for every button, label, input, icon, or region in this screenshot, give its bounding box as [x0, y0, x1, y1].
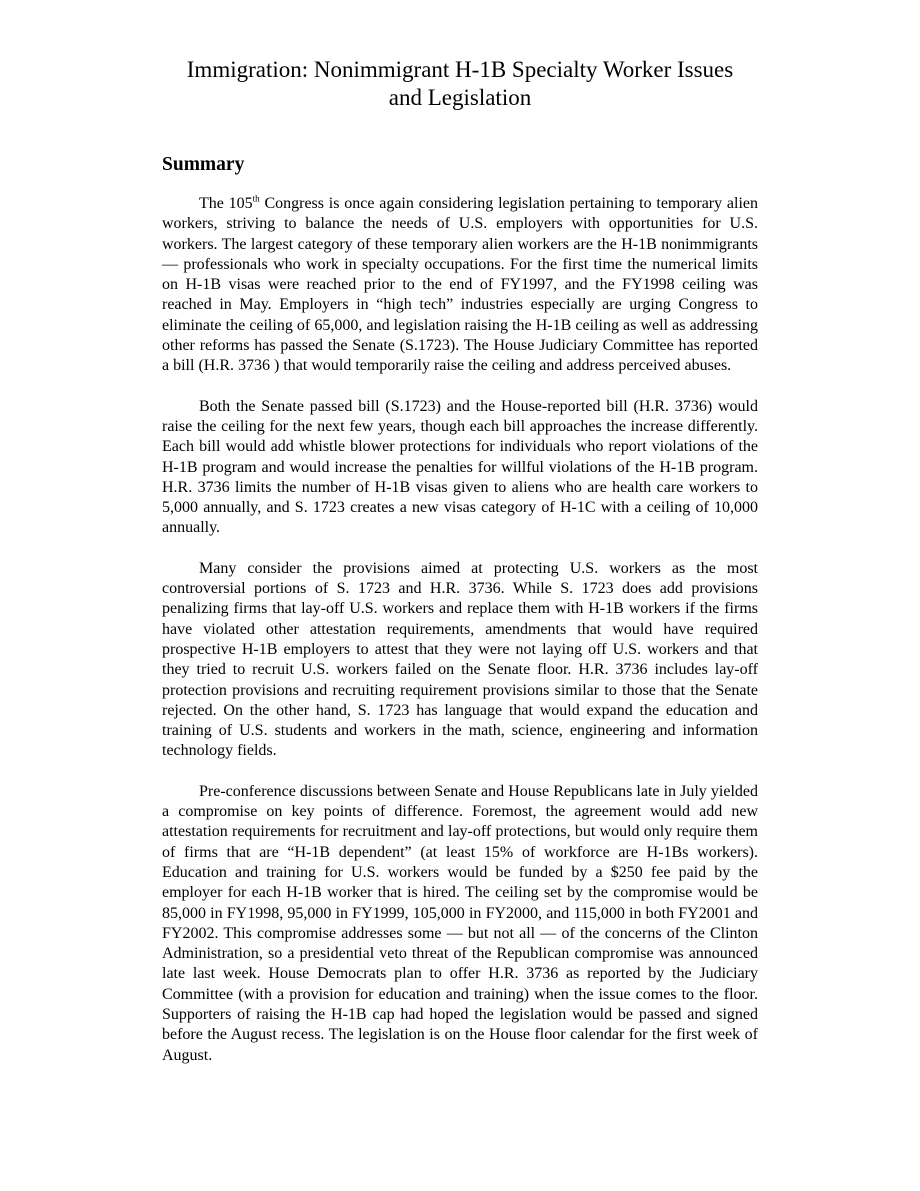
document-page — [162, 56, 758, 1066]
document-title-line-1: Immigration: Nonimmigrant H-1B Specialty Worker Issues — [186, 57, 734, 82]
summary-paragraph-3: Many consider the provisions aimed at protecting U.S. workers as the most controversial portions of S. 1723 and H.R. 3736. While S. 1723 does add provisions penalizing firms that lay-off U.S. workers and replace them with H-1B workers if the firms have violated other attestation requirements, amendments that would have required prospective H-1B employers to attest that they were not laying off U.S. workers and that they tried to recruit U.S. workers failed on the Senate floor. H.R. 3736 includes lay-off protection provisions and recruiting requirement provisions similar to those that the Senate rejected. On the other hand, S. 1723 has language that would expand the education and training of U.S. students and workers in the math, science, engineering and information technology fields. — [162, 559, 758, 760]
summary-paragraph-1-rest: Congress is once again considering legislation pertaining to temporary alien workers, striving to balance the needs of U.S. employers with opportunities for U.S. workers. The largest category of these temporary alien workers are the H-1B nonimmigrants — professionals who work in specialty occupations. For the first time the numerical limits on H-1B visas were reached prior to the end of FY1997, and the FY1998 ceiling was reached in May. Employers in “high tech” industries especially are urging Congress to eliminate the ceiling of 65,000, and legislation raising the H-1B ceiling as well as addressing other reforms has passed the Senate (S.1723). The House Judiciary Committee has reported a bill (H.R. 3736 ) that would temporarily raise the ceiling and address perceived abuses. — [162, 195, 758, 375]
summary-heading: Summary — [162, 154, 245, 175]
summary-paragraph-1 — [162, 194, 758, 377]
document-title-line-2: and Legislation — [388, 85, 532, 110]
summary-paragraph-2: Both the Senate passed bill (S.1723) and the House-reported bill (H.R. 3736) would raise the ceiling for the next few years, though each bill approaches the increase differently. Each bill would add whistle blower protections for individuals who report violations of the H-1B program and would increase the penalties for willful violations of the H-1B program. H.R. 3736 limits the number of H-1B visas given to aliens who are health care workers to 5,000 annually, and S. 1723 creates a new visas category of H-1C with a ceiling of 10,000 annually. — [162, 397, 758, 537]
summary-paragraph-4: Pre-conference discussions between Senate and House Republicans late in July yielded a compromise on key points of difference. Foremost, the agreement would add new attestation requirements for recruitment and lay-off protections, but would only require them of firms that are “H-1B dependent” (at least 15% of workforce are H-1Bs workers). Education and training for U.S. workers would be funded by a $250 fee paid by the employer for each H-1B worker that is hired. The ceiling set by the compromise would be 85,000 in FY1998, 95,000 in FY1999, 105,000 in FY2000, and 115,000 in both FY2001 and FY2002. This compromise addresses some — but not all — of the concerns of the Clinton Administration, so a presidential veto threat of the Republican compromise was announced late last week. House Democrats plan to offer H.R. 3736 as reported by the Judiciary Committee (with a provision for education and training) when the issue comes to the floor. Supporters of raising the H-1B cap had hoped the legislation would be passed and signed before the August recess. The legislation is on the House floor calendar for the first week of August. — [162, 782, 758, 1064]
summary-paragraph-1-prefix: The 105 — [199, 195, 253, 212]
document-title — [162, 56, 758, 112]
ordinal-suffix: th — [252, 193, 260, 204]
